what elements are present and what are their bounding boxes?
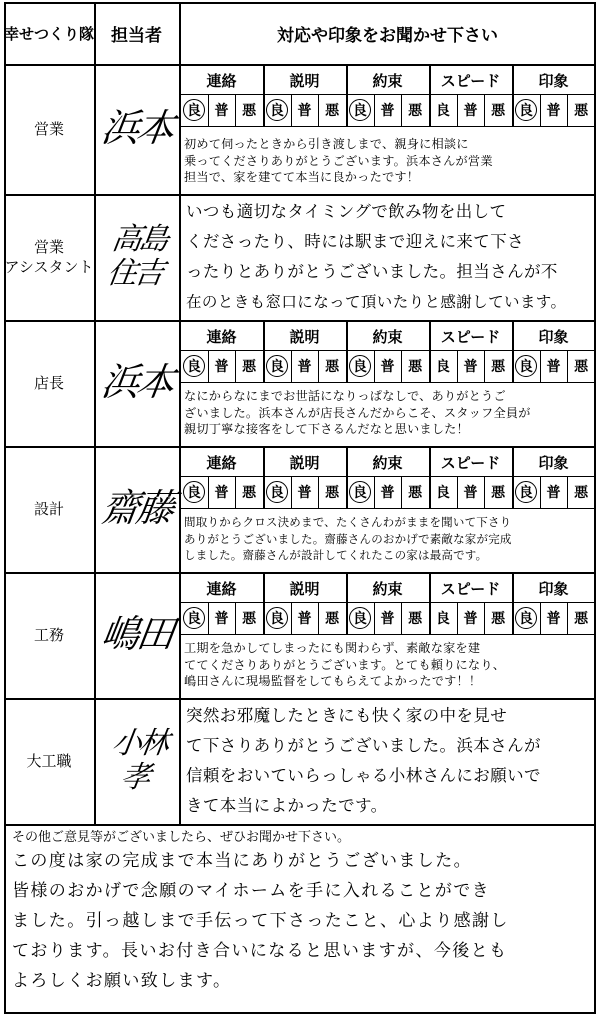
rating-option[interactable]: 普 bbox=[297, 103, 312, 119]
comment-line: しました。齋藤さんが設計してくれたこの家は最高です。 bbox=[184, 548, 488, 562]
rating-option[interactable]: 普 bbox=[463, 485, 478, 501]
role-label: 大工職 bbox=[26, 751, 72, 770]
rating-option[interactable]: 悪 bbox=[408, 359, 423, 375]
role-store-manager bbox=[4, 320, 94, 446]
selected-rating-circle bbox=[183, 607, 205, 629]
footer-comment-line: ております。長いお付き合いになると思いますが、今後とも bbox=[12, 941, 508, 961]
signature-design bbox=[85, 446, 188, 572]
rating-option[interactable]: 普 bbox=[297, 611, 312, 627]
grid-line bbox=[180, 382, 595, 383]
rating-option[interactable]: 良 bbox=[352, 485, 367, 501]
rating-option[interactable]: 普 bbox=[214, 485, 229, 501]
rating-option[interactable]: 悪 bbox=[242, 611, 257, 627]
footer-comment-line: 皆様のおかげで念願のマイホームを手に入れることができ bbox=[12, 881, 491, 901]
role-label-line-2: アシスタント bbox=[4, 258, 94, 276]
footer-comment bbox=[12, 846, 594, 1010]
rating-option[interactable]: 悪 bbox=[325, 359, 340, 375]
rating-option[interactable]: 良 bbox=[186, 485, 201, 501]
category-label: スピード bbox=[440, 453, 501, 472]
selected-rating-circle bbox=[349, 355, 371, 377]
rating-option[interactable]: 普 bbox=[380, 485, 395, 501]
category-label: スピード bbox=[440, 71, 501, 90]
rating-option[interactable]: 悪 bbox=[491, 611, 506, 627]
role-construction bbox=[4, 572, 94, 698]
comment-design bbox=[184, 514, 594, 570]
rating-option[interactable]: 普 bbox=[380, 611, 395, 627]
rating-option[interactable]: 良 bbox=[186, 359, 201, 375]
rating-option[interactable]: 良 bbox=[352, 611, 367, 627]
rating-option[interactable]: 普 bbox=[463, 359, 478, 375]
category-label: スピード bbox=[440, 327, 501, 346]
rating-option[interactable]: 悪 bbox=[325, 485, 340, 501]
comment-line: 嶋田さんに現場監督をしてもらえてよかったです！！ bbox=[184, 674, 482, 688]
selected-rating-circle bbox=[183, 481, 205, 503]
role-carpenter bbox=[4, 698, 94, 824]
rating-option[interactable]: 悪 bbox=[408, 611, 423, 627]
signature-text: 齋藤 bbox=[98, 486, 175, 531]
signature-line-1: 高島 bbox=[109, 221, 169, 257]
rating-option[interactable]: 普 bbox=[297, 359, 312, 375]
role-label: 店長 bbox=[33, 373, 64, 392]
rating-option[interactable]: 悪 bbox=[574, 485, 589, 501]
rating-option[interactable]: 普 bbox=[546, 103, 561, 119]
team-column-header: 幸せつくり隊 bbox=[4, 24, 95, 43]
category-label: 説明 bbox=[289, 579, 320, 598]
comment-construction bbox=[184, 640, 594, 696]
category-label: 連絡 bbox=[206, 71, 237, 90]
category-label: 説明 bbox=[289, 71, 320, 90]
comment-line: ありがとうございました。齋藤さんのおかげで素敵な家が完成 bbox=[184, 531, 512, 546]
comment-line: 信頼をおいていらっしゃる小林さんにお願いで bbox=[186, 766, 541, 785]
category-label: 約束 bbox=[372, 579, 403, 598]
category-label: 約束 bbox=[372, 71, 403, 90]
rating-option[interactable]: 良 bbox=[518, 485, 533, 501]
category-label: 連絡 bbox=[206, 327, 237, 346]
comment-line: ざいました。浜本さんが店長さんだからこそ、スタッフ全員が bbox=[184, 405, 531, 420]
grid-line bbox=[180, 508, 595, 509]
comment-line: なにからなにまでお世話になりっぱなしで、ありがとうご bbox=[184, 389, 506, 403]
selected-rating-circle bbox=[349, 607, 371, 629]
rating-option[interactable]: 良 bbox=[518, 611, 533, 627]
signature-line-2: 孝 bbox=[118, 760, 151, 795]
selected-rating-circle bbox=[183, 99, 205, 121]
rating-option[interactable]: 悪 bbox=[242, 103, 257, 119]
comment-line: 親切丁寧な接客をして下さるんだなと思いました！ bbox=[184, 422, 469, 436]
rating-option[interactable]: 悪 bbox=[408, 103, 423, 119]
role-label-line-1: 営業 bbox=[33, 237, 64, 256]
rating-option[interactable]: 普 bbox=[214, 103, 229, 119]
comment-sales-assistant bbox=[186, 197, 594, 319]
rating-option[interactable]: 普 bbox=[463, 103, 478, 119]
selected-rating-circle bbox=[349, 99, 371, 121]
feedback-column-header: 対応や印象をお聞かせ下さい bbox=[277, 25, 498, 46]
rating-option[interactable]: 良 bbox=[435, 611, 450, 627]
rating-option[interactable]: 普 bbox=[463, 611, 478, 627]
rating-option[interactable]: 悪 bbox=[325, 611, 340, 627]
role-design bbox=[4, 446, 94, 572]
selected-rating-circle bbox=[515, 481, 537, 503]
person-column-header: 担当者 bbox=[111, 25, 162, 46]
rating-option[interactable]: 悪 bbox=[574, 359, 589, 375]
category-label: 約束 bbox=[372, 327, 403, 346]
rating-option[interactable]: 良 bbox=[435, 359, 450, 375]
signature-text: 浜本 bbox=[98, 360, 175, 405]
comment-line: 間取りからクロス決めまで、たくさんわがままを聞いて下さり bbox=[184, 515, 512, 529]
rating-option[interactable]: 普 bbox=[297, 485, 312, 501]
rating-option[interactable]: 悪 bbox=[242, 359, 257, 375]
rating-option[interactable]: 良 bbox=[435, 103, 450, 119]
comment-carpenter bbox=[186, 701, 594, 823]
comment-line: ったりとありがとうございました。担当さんが不 bbox=[186, 262, 558, 281]
role-label: 営業 bbox=[33, 119, 64, 138]
rating-option[interactable]: 普 bbox=[380, 359, 395, 375]
comment-line: 担当で、家を建てて本当に良かったです！ bbox=[184, 170, 420, 184]
footer-comment-line: ました。引っ越しまで手伝って下さったこと、心より感謝し bbox=[12, 911, 509, 931]
category-label: 印象 bbox=[538, 453, 569, 472]
rating-option[interactable]: 普 bbox=[214, 359, 229, 375]
grid-line bbox=[180, 634, 595, 635]
category-label: 約束 bbox=[372, 453, 403, 472]
signature-sales-assistant bbox=[85, 194, 188, 320]
rating-option[interactable]: 悪 bbox=[408, 485, 423, 501]
rating-option[interactable]: 悪 bbox=[491, 359, 506, 375]
comment-line: いつも適切なタイミングで飲み物を出して bbox=[186, 202, 507, 221]
selected-rating-circle bbox=[183, 355, 205, 377]
comment-sales bbox=[184, 136, 594, 192]
comment-line: 乗ってくださりありがとうございます。浜本さんが営業 bbox=[184, 153, 493, 168]
selected-rating-circle bbox=[266, 481, 288, 503]
footer-comment-line: この度は家の完成まで本当にありがとうございました。 bbox=[12, 851, 472, 871]
rating-option[interactable]: 良 bbox=[269, 485, 284, 501]
comment-line: 突然お邪魔したときにも快く家の中を見せ bbox=[186, 706, 508, 725]
footer-prompt: その他ご意見等がございましたら、ぜひお聞かせ下さい。 bbox=[12, 830, 351, 845]
role-sales bbox=[4, 64, 94, 194]
comment-line: 在のときも窓口になって頂いたりと感謝しています。 bbox=[186, 293, 567, 311]
rating-option[interactable]: 良 bbox=[186, 611, 201, 627]
rating-option[interactable]: 良 bbox=[269, 359, 284, 375]
rating-option[interactable]: 良 bbox=[518, 359, 533, 375]
selected-rating-circle bbox=[266, 99, 288, 121]
signature-carpenter bbox=[85, 698, 188, 824]
grid-line bbox=[180, 126, 595, 127]
signature-text: 嶋田 bbox=[98, 612, 175, 657]
comment-line: 初めて伺ったときから引き渡しまで、親身に相談に bbox=[184, 137, 469, 151]
footer-comment-line: よろしくお願い致します。 bbox=[12, 971, 232, 991]
comment-line: ててくださりありがとうございます。とても頼りになり、 bbox=[184, 657, 506, 672]
rating-option[interactable]: 普 bbox=[214, 611, 229, 627]
rating-option[interactable]: 普 bbox=[546, 359, 561, 375]
category-label: 印象 bbox=[538, 71, 569, 90]
selected-rating-circle bbox=[515, 99, 537, 121]
rating-option[interactable]: 悪 bbox=[491, 485, 506, 501]
signature-line-2: 住吉 bbox=[104, 256, 164, 291]
comment-line: きて本当によかったです。 bbox=[186, 796, 388, 815]
rating-option[interactable]: 良 bbox=[269, 103, 284, 119]
comment-line: くださったり、時には駅まで迎えに来て下さ bbox=[186, 232, 524, 251]
signature-construction bbox=[85, 572, 188, 698]
selected-rating-circle bbox=[266, 355, 288, 377]
comment-store-manager bbox=[184, 388, 594, 444]
category-label: 印象 bbox=[538, 579, 569, 598]
rating-option[interactable]: 悪 bbox=[491, 103, 506, 119]
rating-option[interactable]: 良 bbox=[435, 485, 450, 501]
category-label: 連絡 bbox=[206, 453, 237, 472]
rating-option[interactable]: 悪 bbox=[325, 103, 340, 119]
rating-option[interactable]: 悪 bbox=[242, 485, 257, 501]
comment-line: 工期を急かしてしまったにも関わらず、素敵な家を建 bbox=[184, 641, 481, 655]
rating-option[interactable]: 普 bbox=[546, 485, 561, 501]
category-label: 説明 bbox=[289, 327, 320, 346]
rating-option[interactable]: 普 bbox=[546, 611, 561, 627]
category-label: 連絡 bbox=[206, 579, 237, 598]
selected-rating-circle bbox=[349, 481, 371, 503]
signature-store-manager bbox=[85, 320, 188, 446]
signature-line-1: 小林 bbox=[109, 725, 169, 761]
selected-rating-circle bbox=[266, 607, 288, 629]
role-sales-assistant bbox=[4, 194, 94, 320]
role-label: 設計 bbox=[33, 499, 64, 518]
role-label: 工務 bbox=[33, 625, 64, 644]
category-label: 説明 bbox=[289, 453, 320, 472]
category-label: 印象 bbox=[538, 327, 569, 346]
selected-rating-circle bbox=[515, 355, 537, 377]
rating-option[interactable]: 良 bbox=[518, 103, 533, 119]
rating-option[interactable]: 良 bbox=[352, 359, 367, 375]
rating-option[interactable]: 良 bbox=[352, 103, 367, 119]
rating-option[interactable]: 良 bbox=[186, 103, 201, 119]
comment-line: て下さりありがとうございました。浜本さんが bbox=[186, 736, 541, 755]
rating-option[interactable]: 悪 bbox=[574, 103, 589, 119]
category-label: スピード bbox=[440, 579, 501, 598]
rating-option[interactable]: 良 bbox=[269, 611, 284, 627]
rating-option[interactable]: 普 bbox=[380, 103, 395, 119]
selected-rating-circle bbox=[515, 607, 537, 629]
signature-text: 浜本 bbox=[98, 106, 175, 151]
rating-option[interactable]: 悪 bbox=[574, 611, 589, 627]
